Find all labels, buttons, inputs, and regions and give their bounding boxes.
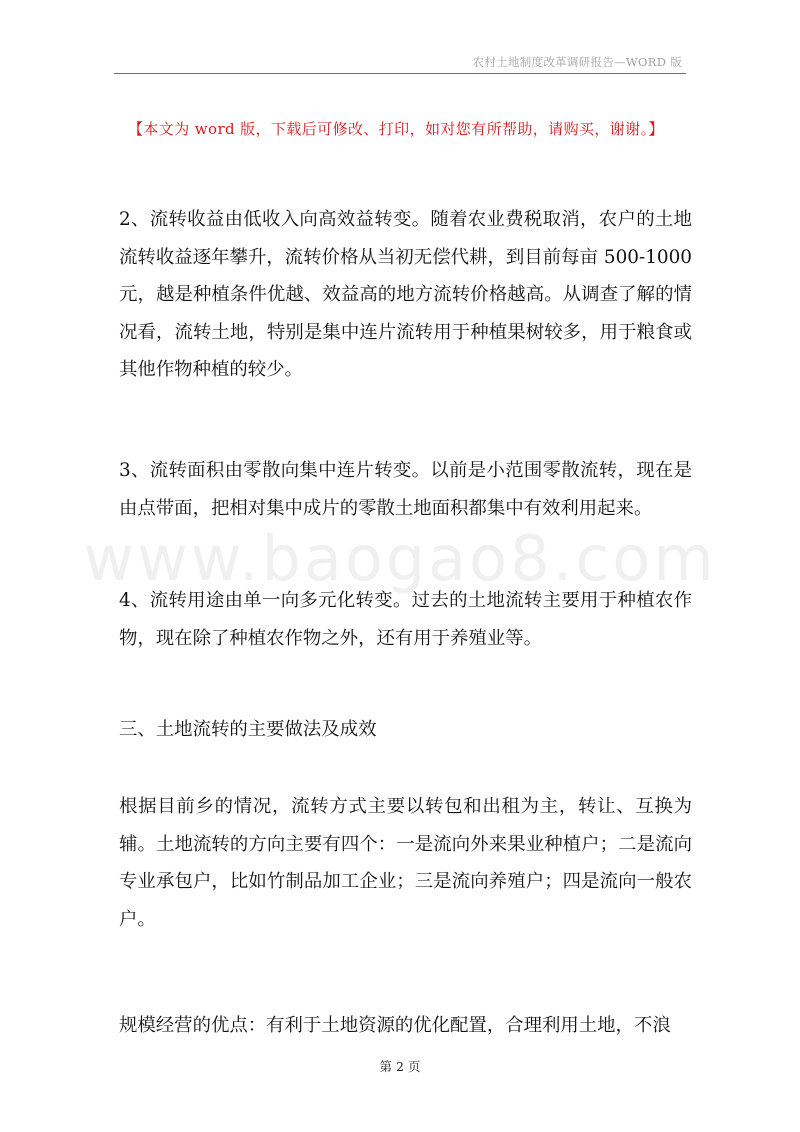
document-header-title: 农村土地制度改革调研报告—WORD 版	[472, 55, 682, 69]
purchase-notice: 【本文为 word 版，下载后可修改、打印，如对您有所帮助，请购买，谢谢。】	[128, 120, 664, 138]
watermark-text: www.baogao8.com	[83, 522, 717, 595]
paragraph-land-transfer-area: 3、流转面积由零散向集中连片转变。以前是小范围零散流转，现在是由点带面，把相对集中成片的零散土地面积都集中有效利用起来。	[119, 460, 692, 519]
paragraph-land-transfer-income: 2、流转收益由低收入向高效益转变。随着农业费税取消，农户的土地流转收益逐年攀升，流转价格从当初无偿代耕，到目前每亩 500-1000 元，越是种植条件优越、效益高的地方流转价格越高。从调查了解的情况看，流转土地，特别是集中连片流转用于种植果树较多，用于粮食或其他作物种植的较少。	[119, 209, 692, 380]
header-divider	[114, 73, 686, 74]
paragraph-land-transfer-use: 4、流转用途由单一向多元化转变。过去的土地流转主要用于种植农作物，现在除了种植农作物之外，还有用于养殖业等。	[119, 590, 692, 649]
page-number: 第 2 页	[379, 1059, 421, 1074]
paragraph-transfer-methods: 根据目前乡的情况，流转方式主要以转包和出租为主，转让、互换为辅。土地流转的方向主要有四个：一是流向外来果业种植户；二是流向专业承包户，比如竹制品加工企业；三是流向养殖户；四是流向一般农户。	[119, 796, 692, 930]
paragraph-scale-advantages: 规模经营的优点：有利于土地资源的优化配置，合理利用土地，不浪	[119, 1015, 671, 1036]
section-heading-practices: 三、土地流转的主要做法及成效	[119, 719, 377, 740]
